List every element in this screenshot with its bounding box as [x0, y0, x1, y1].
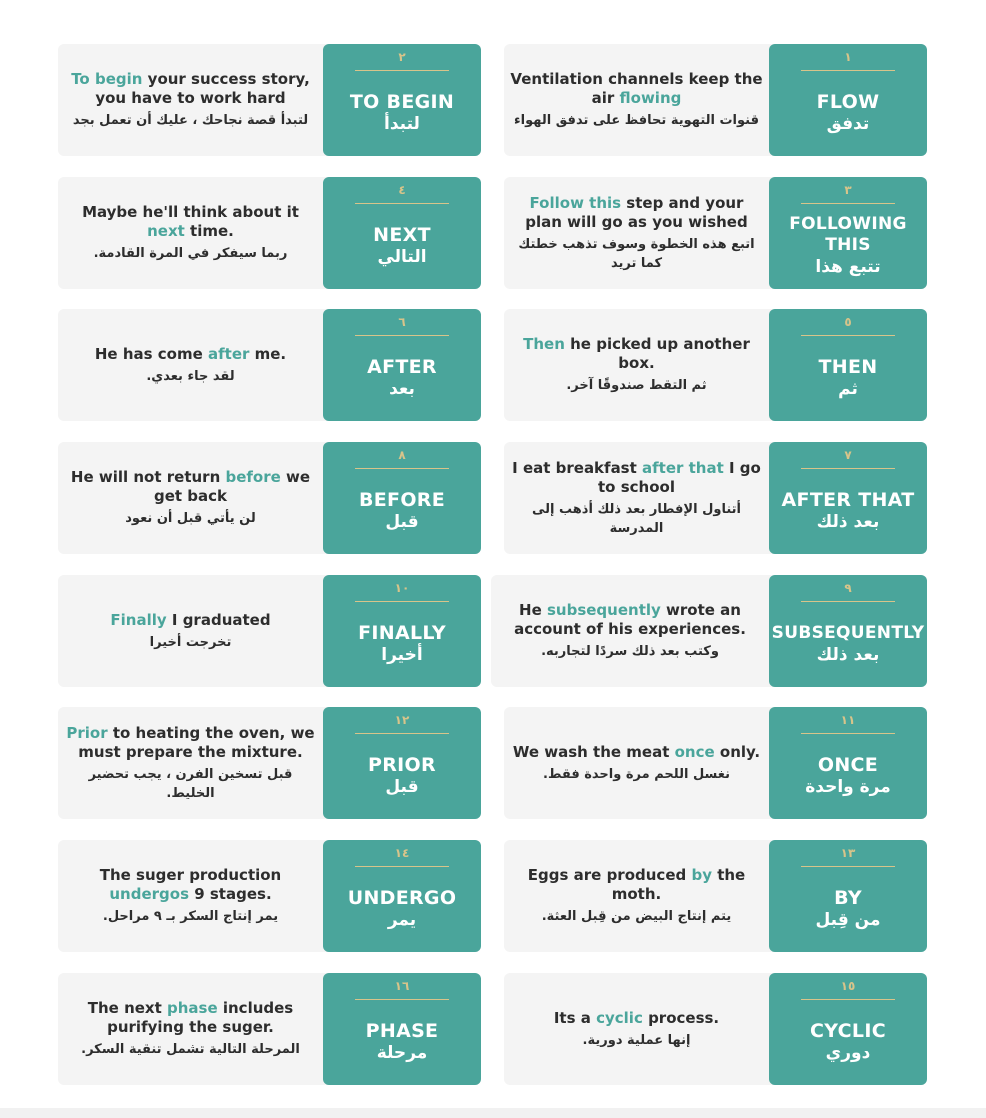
word-tile	[323, 575, 481, 687]
word-arabic: تدفق	[826, 113, 870, 134]
vocab-card-15	[504, 973, 927, 1085]
word-tile	[323, 177, 481, 289]
word-arabic: قبل	[385, 776, 419, 797]
example-box	[504, 973, 769, 1085]
divider	[801, 203, 895, 204]
example-translation: لن يأتي قبل أن نعود	[125, 511, 256, 526]
highlighted-word: next	[147, 222, 185, 240]
example-sentence: Ventilation channels keep the air flowing	[510, 70, 763, 107]
word-tile	[769, 973, 927, 1085]
card-number: ٤	[398, 183, 406, 197]
card-number: ١	[844, 50, 852, 64]
word-arabic: يمر	[387, 909, 417, 930]
card-number: ٣	[844, 183, 852, 197]
word-english: CYCLIC	[810, 1019, 886, 1042]
word-arabic: بعد	[389, 378, 415, 399]
word-english: THEN	[818, 355, 878, 378]
vocab-card-9	[491, 575, 927, 687]
example-sentence: Follow this step and your plan will go as you wished	[525, 193, 748, 231]
word-tile	[323, 973, 481, 1085]
highlighted-word: before	[225, 468, 281, 486]
example-translation: ربما سيفكر في المرة القادمة.	[93, 246, 288, 261]
highlighted-word: flowing	[619, 89, 682, 107]
card-number: ١٢	[394, 713, 410, 727]
example-translation: يمر إنتاج السكر بـ ٩ مراحل.	[102, 909, 279, 924]
example-box	[58, 309, 323, 421]
word-english: FLOW	[816, 90, 880, 113]
word-english: AFTER THAT	[781, 488, 915, 511]
highlighted-word: subsequently	[546, 601, 661, 619]
word-english: PHASE	[365, 1019, 439, 1042]
example-sentence: Eggs are produced by the moth.	[527, 866, 746, 903]
example-translation: قنوات التهوية تحافظ على تدفق الهواء	[514, 113, 759, 128]
vocab-card-6	[58, 309, 481, 421]
word-english: NEXT	[373, 223, 431, 246]
example-box	[504, 707, 769, 819]
example-sentence: He will not return before we get back	[70, 468, 311, 505]
word-english: BEFORE	[358, 488, 445, 511]
card-number: ١٥	[840, 979, 856, 993]
word-english: AFTER	[367, 355, 437, 378]
word-tile	[323, 44, 481, 156]
example-sentence: The next phase includes purifying the suger.	[87, 999, 294, 1036]
example-translation: إنها عملية دورية.	[582, 1032, 691, 1048]
example-sentence: The suger production undergos 9 stages.	[99, 866, 282, 903]
example-box	[504, 177, 769, 289]
example-translation: وكتب بعد ذلك سردًا لتجاربه.	[541, 644, 719, 659]
divider	[801, 468, 895, 469]
highlighted-word: Prior	[66, 723, 108, 742]
card-number: ٦	[398, 315, 406, 329]
highlighted-word: Then	[523, 335, 565, 353]
example-box	[504, 442, 769, 554]
word-english: BY	[834, 886, 862, 909]
word-tile	[769, 44, 927, 156]
divider	[801, 999, 895, 1000]
example-sentence: I eat breakfast after that I go to school	[512, 458, 761, 496]
example-translation: يتم إنتاج البيض من قِبل العثة.	[541, 909, 732, 924]
word-tile	[769, 309, 927, 421]
highlighted-word: cyclic	[596, 1008, 643, 1027]
word-tile	[769, 840, 927, 952]
example-box	[491, 575, 769, 687]
word-tile	[323, 309, 481, 421]
vocab-card-14	[58, 840, 481, 952]
word-arabic: بعد ذلك	[816, 511, 880, 532]
card-number: ٨	[398, 448, 406, 462]
highlighted-word: by	[691, 866, 712, 884]
vocab-card-2	[58, 44, 481, 156]
vocab-card-1	[504, 44, 927, 156]
divider	[355, 70, 449, 71]
example-sentence: Finally I graduated	[110, 610, 271, 629]
highlighted-word: after that	[642, 458, 724, 477]
word-tile	[769, 177, 927, 289]
highlighted-word: undergos	[109, 885, 189, 903]
example-sentence: To begin your success story, you have to work hard	[71, 70, 310, 107]
example-translation: تخرجت أخيرا	[149, 634, 232, 650]
vocab-card-4	[58, 177, 481, 289]
word-tile	[323, 840, 481, 952]
highlighted-word: Finally	[110, 610, 167, 629]
highlighted-word: To begin	[71, 70, 143, 88]
example-sentence: We wash the meat once only.	[512, 742, 761, 761]
card-number: ١٣	[840, 846, 856, 860]
highlighted-word: once	[674, 742, 715, 761]
vocab-card-7	[504, 442, 927, 554]
card-number: ١٦	[394, 979, 410, 993]
word-arabic: ثم	[838, 378, 858, 399]
example-sentence: He has come after me.	[94, 344, 287, 363]
word-arabic: قبل	[385, 511, 419, 532]
divider	[355, 601, 449, 602]
word-tile	[323, 707, 481, 819]
example-sentence: He subsequently wrote an account of his experiences.	[514, 601, 746, 638]
card-number: ٩	[844, 581, 852, 595]
card-number: ٢	[398, 50, 406, 64]
divider	[801, 733, 895, 734]
vocab-card-8	[58, 442, 481, 554]
word-arabic: مرة واحدة	[805, 776, 891, 797]
card-number: ٥	[844, 315, 852, 329]
example-translation: لقد جاء بعدي.	[146, 368, 235, 384]
word-arabic: لتبدأ	[384, 113, 420, 134]
divider	[801, 335, 895, 336]
vocab-card-13	[504, 840, 927, 952]
divider	[355, 866, 449, 867]
vocab-card-11	[504, 707, 927, 819]
word-english: TO BEGIN	[349, 90, 455, 113]
example-box	[504, 44, 769, 156]
word-tile	[323, 442, 481, 554]
vocab-card-5	[504, 309, 927, 421]
vocab-card-16	[58, 973, 481, 1085]
vocab-card-12	[58, 707, 481, 819]
example-box	[58, 442, 323, 554]
highlighted-word: Follow this	[529, 193, 622, 212]
word-tile	[769, 575, 927, 687]
word-arabic: دوري	[825, 1042, 871, 1063]
example-box	[58, 840, 323, 952]
word-arabic: بعد ذلك	[816, 644, 880, 665]
example-sentence: Then he picked up another box.	[523, 335, 750, 372]
example-translation: قبل تسخين الفرن ، يجب تحضير الخليط.	[88, 766, 293, 801]
example-translation: لتبدأ قصة نجاحك ، عليك أن تعمل بجد	[72, 113, 309, 128]
example-translation: ثم التقط صندوقًا آخر.	[566, 378, 707, 393]
word-english: UNDERGO	[347, 886, 457, 909]
divider	[355, 733, 449, 734]
word-arabic: تتبع هذا	[815, 257, 881, 277]
divider	[355, 335, 449, 336]
word-arabic: التالي	[377, 246, 427, 267]
example-box	[58, 973, 323, 1085]
word-arabic: من قِبل	[815, 909, 881, 930]
word-tile	[769, 707, 927, 819]
word-english: FINALLY	[358, 621, 446, 644]
word-english: FOLLOWING THIS	[789, 214, 907, 255]
vocab-card-3	[504, 177, 927, 289]
example-sentence: Maybe he'll think about it next time.	[82, 203, 299, 240]
divider	[355, 203, 449, 204]
example-box	[58, 575, 323, 687]
example-translation: اتبع هذه الخطوة وسوف تذهب خطتك كما تريد	[518, 236, 755, 271]
divider	[801, 866, 895, 867]
word-arabic: مرحلة	[376, 1042, 428, 1063]
example-box	[58, 707, 323, 819]
card-number: ٧	[844, 448, 852, 462]
example-box	[504, 309, 769, 421]
highlighted-word: after	[208, 344, 250, 363]
card-number: ١١	[840, 713, 856, 727]
word-english: ONCE	[817, 753, 879, 776]
divider	[801, 70, 895, 71]
word-arabic: أخيرا	[381, 644, 423, 665]
example-sentence: Its a cyclic process.	[553, 1008, 720, 1027]
word-tile	[769, 442, 927, 554]
vocab-card-10	[58, 575, 481, 687]
word-english: SUBSEQUENTLY	[771, 622, 925, 643]
highlighted-word: phase	[167, 999, 218, 1017]
card-number: ١٠	[394, 581, 410, 595]
divider	[355, 468, 449, 469]
example-translation: نغسل اللحم مرة واحدة فقط.	[543, 766, 730, 782]
example-translation: أتناول الإفطار بعد ذلك أذهب إلى المدرسة	[532, 501, 741, 536]
divider	[801, 601, 895, 602]
example-box	[504, 840, 769, 952]
divider	[355, 999, 449, 1000]
example-sentence: Prior to heating the oven, we must prepare the mixture.	[66, 723, 315, 761]
footer-band	[0, 1108, 986, 1118]
example-box	[58, 44, 323, 156]
example-translation: المرحلة التالية تشمل تنقية السكر.	[81, 1042, 300, 1057]
word-english: PRIOR	[368, 753, 436, 776]
example-box	[58, 177, 323, 289]
card-number: ١٤	[394, 846, 410, 860]
